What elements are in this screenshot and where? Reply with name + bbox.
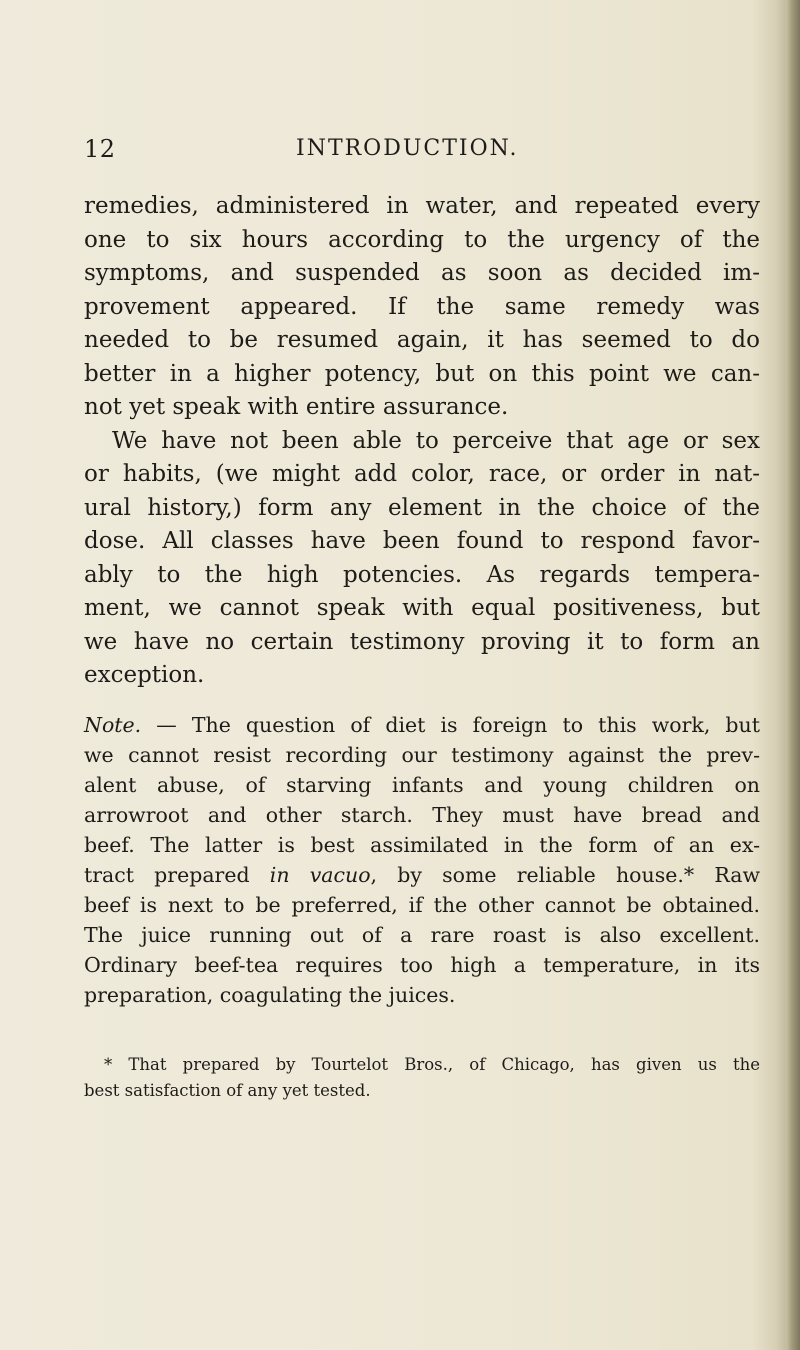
text-line: dose. All classes have been found to respond favor-: [84, 528, 760, 554]
page-header: [84, 135, 764, 169]
text-line: ural history,) form any element in the choice of the: [84, 494, 760, 521]
text-line: we have no certain testimony proving it to form an: [84, 628, 760, 655]
note-line: Ordinary beef-tea requires too high a temperature, in its: [84, 953, 760, 977]
note-line: we cannot resist recording our testimony against the prev-: [84, 743, 760, 767]
page-number: 12: [84, 135, 116, 163]
footnote-line: best satisfaction of any yet tested.: [84, 1081, 371, 1100]
text-line: one to six hours according to the urgency of the: [84, 226, 760, 253]
note-line: beef is next to be preferred, if the other cannot be obtained.: [84, 893, 760, 917]
text-line: needed to be resumed again, it has seemed to do: [84, 327, 760, 353]
note-line: preparation, coagulating the juices.: [84, 983, 456, 1007]
text-line: not yet speak with entire assurance.: [84, 394, 509, 420]
note-line: tract prepared in vacuo, by some reliable house.* Raw: [84, 863, 760, 887]
footnote-line: * That prepared by Tourtelot Bros., of Chicago, has given us the: [104, 1055, 760, 1074]
note-line: beef. The latter is best assimilated in the form of an ex-: [84, 833, 760, 857]
text-line: exception.: [84, 662, 205, 688]
text-line: or habits, (we might add color, race, or order in nat-: [84, 461, 760, 487]
note-line: The juice running out of a rare roast is also excellent.: [84, 923, 760, 947]
main-text: [84, 190, 760, 693]
running-head: INTRODUCTION.: [296, 136, 519, 161]
note-line: alent abuse, of starving infants and young children on: [84, 773, 760, 797]
text-line: We have not been able to perceive that age or sex: [112, 427, 760, 454]
page-edge-shadow: [786, 0, 800, 1350]
note-line-text: — The question of diet is foreign to this work, but: [141, 713, 760, 737]
text-line: remedies, administered in water, and repeated every: [84, 193, 760, 219]
note-line: arrowroot and other starch. They must have bread and: [84, 803, 760, 827]
note-label: Note.: [84, 713, 142, 737]
text-line: better in a higher potency, but on this point we can-: [84, 360, 760, 387]
text-line: provement appeared. If the same remedy was: [84, 293, 760, 320]
text-line: ably to the high potencies. As regards tempera-: [84, 561, 760, 588]
text-line: ment, we cannot speak with equal positiveness, but: [84, 595, 760, 621]
footnote: [84, 1052, 760, 1104]
diet-note: [84, 710, 760, 1010]
note-line: [84, 710, 760, 740]
text-line: symptoms, and suspended as soon as decided im-: [84, 260, 760, 286]
